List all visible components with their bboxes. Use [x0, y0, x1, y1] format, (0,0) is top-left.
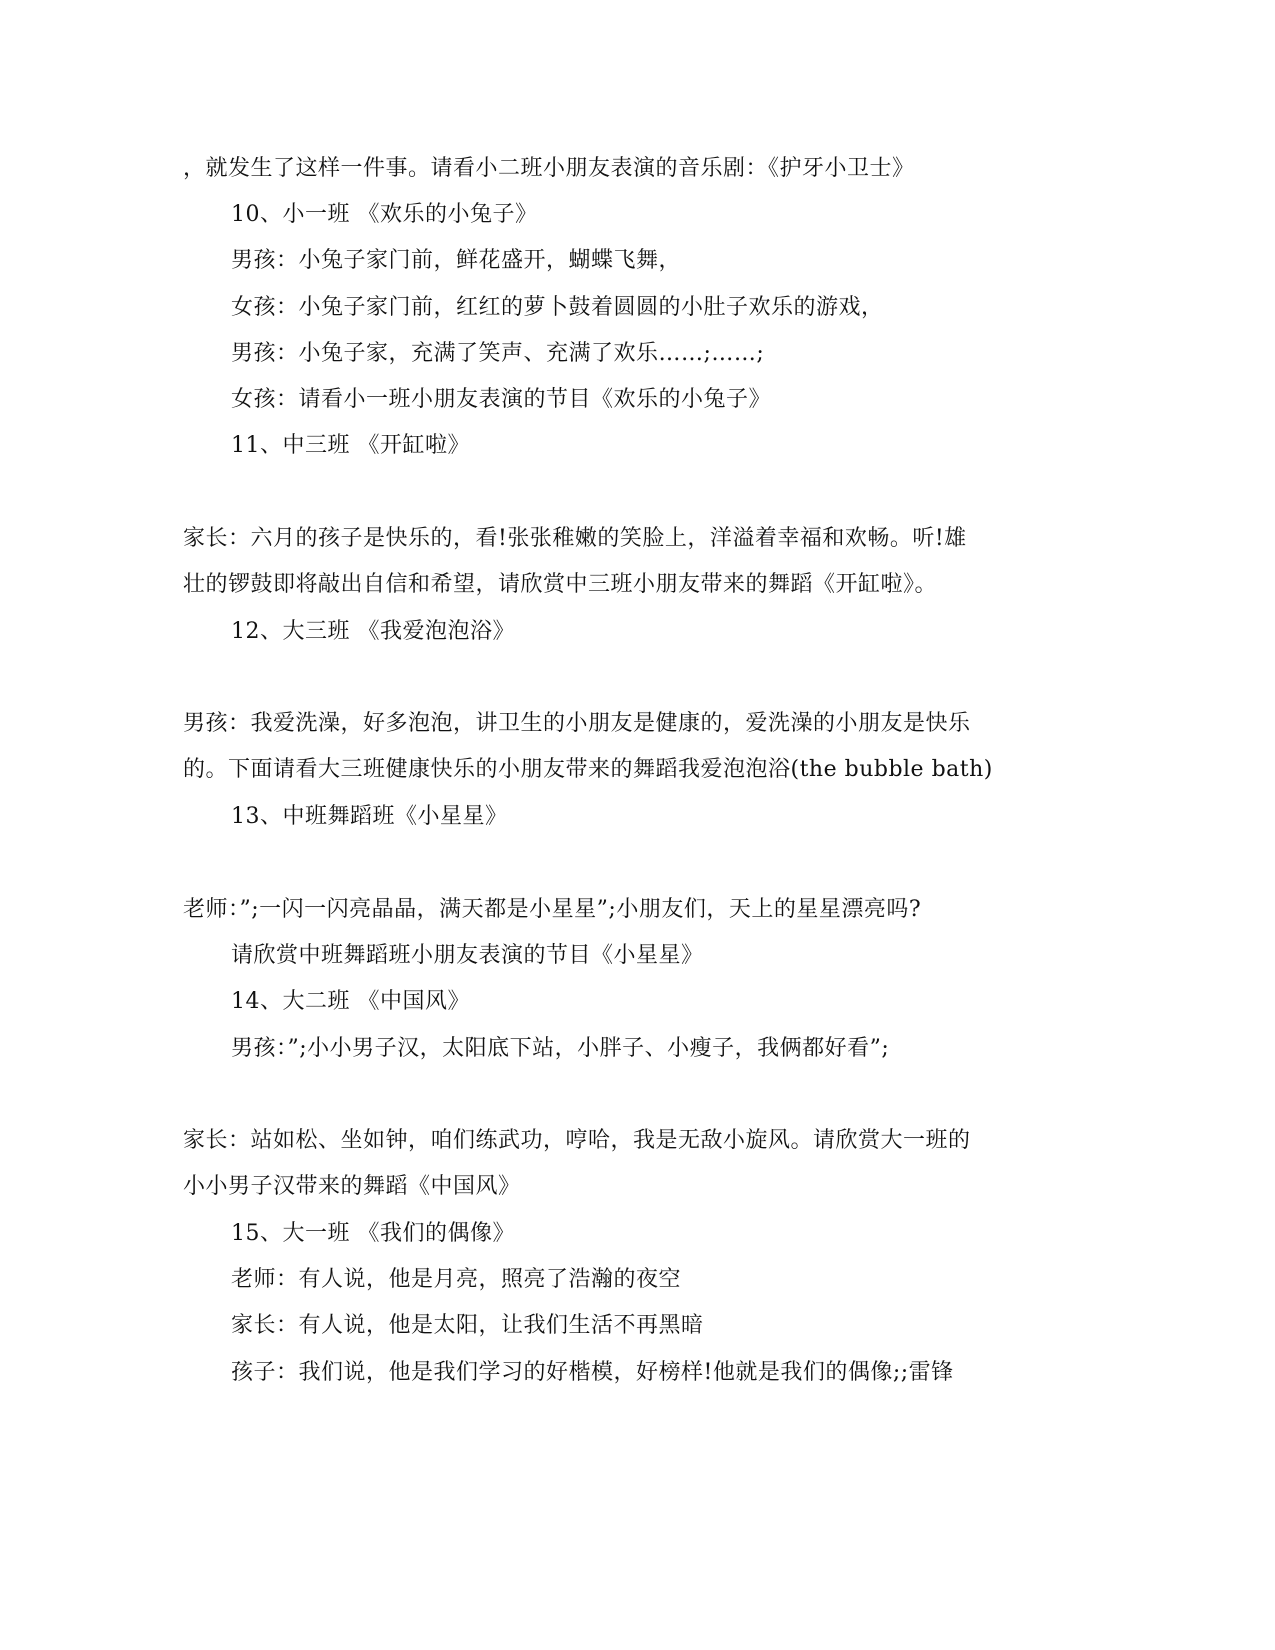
text-line: ，就发生了这样一件事。请看小二班小朋友表演的音乐剧：《护牙小卫士》	[183, 156, 915, 181]
text-line: 的。下面请看大三班健康快乐的小朋友带来的舞蹈我爱泡泡浴(the bubble bath)	[183, 757, 993, 782]
program-item-11: 11、中三班 《开缸啦》	[231, 433, 470, 458]
program-item-13: 13、中班舞蹈班《小星星》	[231, 804, 508, 829]
text-line: 壮的锣鼓即将敲出自信和希望，请欣赏中三班小朋友带来的舞蹈《开缸啦》。	[183, 572, 938, 597]
text-line: 家长：有人说，他是太阳，让我们生活不再黑暗	[231, 1313, 704, 1338]
text-line: 女孩：小兔子家门前，红红的萝卜鼓着圆圆的小肚子欢乐的游戏，	[231, 295, 884, 320]
text-line: 男孩：小兔子家门前，鲜花盛开，蝴蝶飞舞，	[231, 248, 682, 273]
text-line: 老师：有人说，他是月亮，照亮了浩瀚的夜空	[231, 1267, 682, 1292]
program-item-10: 10、小一班 《欢乐的小兔子》	[231, 202, 538, 227]
text-line: 老师：”;一闪一闪亮晶晶，满天都是小星星”;小朋友们，天上的星星漂亮吗?	[183, 897, 922, 922]
text-line: 家长：六月的孩子是快乐的，看!张张稚嫩的笑脸上，洋溢着幸福和欢畅。听!雄	[183, 526, 967, 551]
text-line: 家长：站如松、坐如钟，咱们练武功，哼哈，我是无敌小旋风。请欣赏大一班的	[183, 1128, 971, 1153]
text-line: 男孩：”;小小男子汉，太阳底下站，小胖子、小瘦子，我俩都好看”;	[231, 1036, 890, 1061]
program-item-12: 12、大三班 《我爱泡泡浴》	[231, 619, 515, 644]
text-line: 孩子：我们说，他是我们学习的好楷模，好榜样!他就是我们的偶像;;雷锋	[231, 1360, 954, 1385]
text-line: 女孩：请看小一班小朋友表演的节目《欢乐的小兔子》	[231, 387, 772, 412]
text-line: 小小男子汉带来的舞蹈《中国风》	[183, 1174, 521, 1199]
text-line: 男孩：小兔子家，充满了笑声、充满了欢乐……;……;	[231, 341, 765, 366]
program-item-15: 15、大一班 《我们的偶像》	[231, 1221, 515, 1246]
program-item-14: 14、大二班 《中国风》	[231, 989, 470, 1014]
text-line: 男孩：我爱洗澡，好多泡泡，讲卫生的小朋友是健康的，爱洗澡的小朋友是快乐	[183, 711, 971, 736]
text-line: 请欣赏中班舞蹈班小朋友表演的节目《小星星》	[231, 943, 704, 968]
